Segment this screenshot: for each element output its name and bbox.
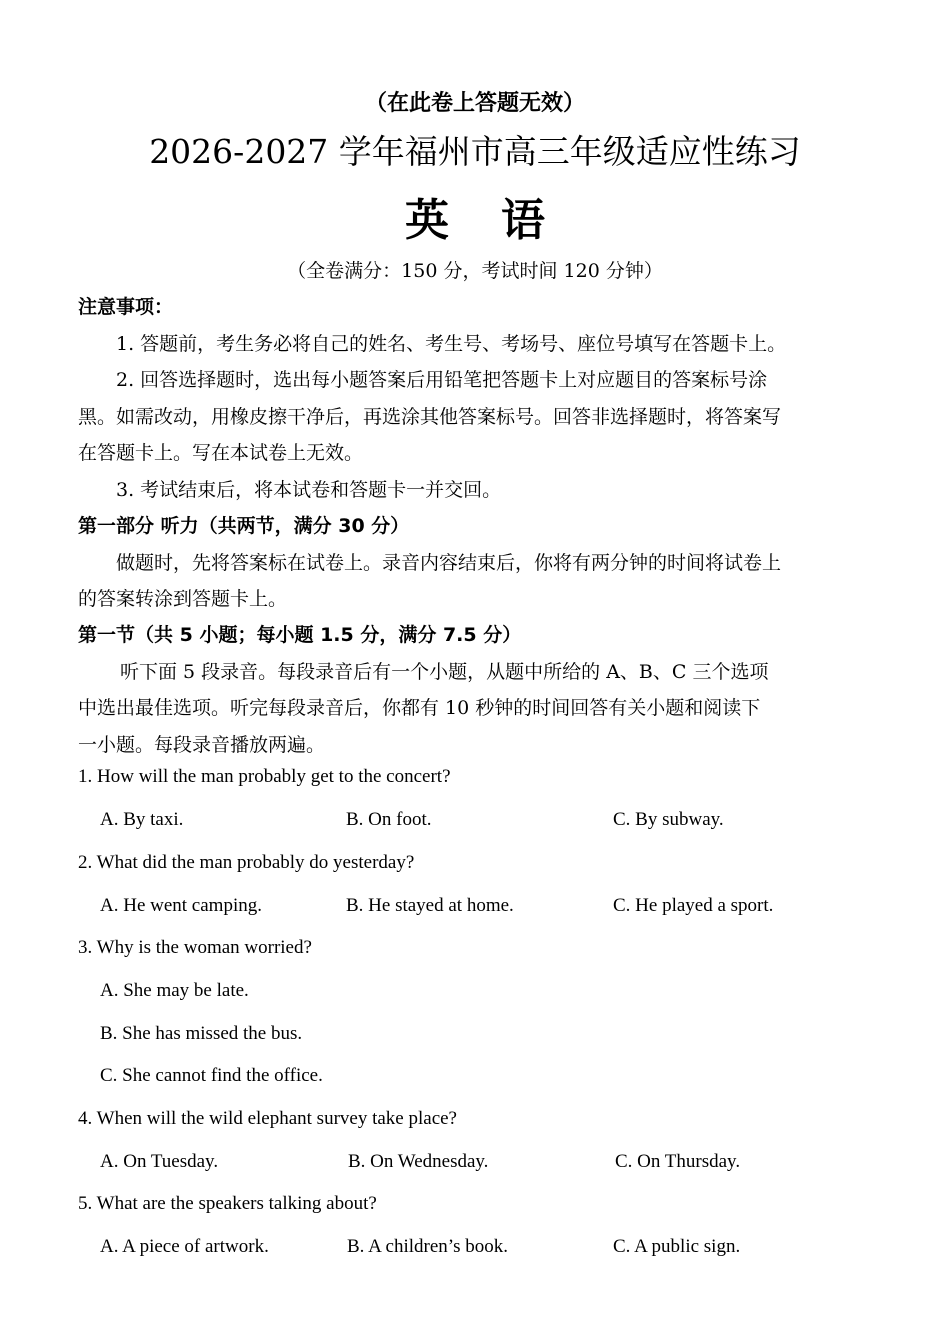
question-2-option-a: A. He went camping. bbox=[100, 895, 262, 916]
question-4-text: 4. When will the wild elephant survey take place? bbox=[78, 1108, 457, 1129]
question-5-option-b: B. A children’s book. bbox=[347, 1236, 508, 1257]
question-5-option-a: A. A piece of artwork. bbox=[100, 1236, 269, 1257]
exam-title: 2026-2027 学年福州市高三年级适应性练习 bbox=[149, 132, 801, 171]
question-2-text: 2. What did the man probably do yesterday? bbox=[78, 852, 415, 873]
section1-intro-line-2: 中选出最佳选项。听完每段录音后，你都有 10 秒钟的时间回答有关小题和阅读下 bbox=[78, 697, 761, 719]
notice-text: （在此卷上答题无效） bbox=[364, 91, 585, 116]
score-info: （全卷满分：150 分，考试时间 120 分钟） bbox=[287, 260, 663, 282]
part1-intro-line-1: 做题时，先将答案标在试卷上。录音内容结束后，你将有两分钟的时间将试卷上 bbox=[116, 552, 782, 574]
question-3-text: 3. Why is the woman worried? bbox=[78, 937, 312, 958]
question-4-option-c: C. On Thursday. bbox=[615, 1151, 741, 1172]
instruction-item-2-line-2: 黑。如需改动，用橡皮擦干净后，再选涂其他答案标号。回答非选择题时，将答案写 bbox=[78, 406, 782, 428]
question-3-option-c: C. She cannot find the office. bbox=[100, 1065, 323, 1086]
question-4-option-a: A. On Tuesday. bbox=[100, 1151, 219, 1172]
instruction-item-1: 1. 答题前，考生务必将自己的姓名、考生号、考场号、座位号填写在答题卡上。 bbox=[116, 333, 787, 355]
instruction-item-2-line-1: 2. 回答选择题时，选出每小题答案后用铅笔把答题卡上对应题目的答案标号涂 bbox=[116, 369, 768, 391]
instruction-item-3: 3. 考试结束后，将本试卷和答题卡一并交回。 bbox=[116, 479, 502, 501]
question-1-text: 1. How will the man probably get to the concert? bbox=[78, 766, 451, 787]
part1-intro-line-2: 的答案转涂到答题卡上。 bbox=[78, 588, 288, 610]
instruction-item-2-line-3: 在答题卡上。写在本试卷上无效。 bbox=[78, 442, 364, 464]
question-1-option-c: C. By subway. bbox=[613, 809, 724, 830]
question-2-option-c: C. He played a sport. bbox=[613, 895, 774, 916]
question-2-option-b: B. He stayed at home. bbox=[346, 895, 514, 916]
question-4-option-b: B. On Wednesday. bbox=[348, 1151, 489, 1172]
instructions-heading: 注意事项： bbox=[78, 296, 174, 318]
section1-heading: 第一节（共 5 小题；每小题 1.5 分，满分 7.5 分） bbox=[78, 624, 522, 646]
question-3-option-a: A. She may be late. bbox=[100, 980, 249, 1001]
subject-title: 英语 bbox=[405, 195, 597, 246]
question-5-text: 5. What are the speakers talking about? bbox=[78, 1193, 377, 1214]
section1-intro-line-3: 一小题。每段录音播放两遍。 bbox=[78, 734, 326, 756]
question-1-option-a: A. By taxi. bbox=[100, 809, 184, 830]
question-5-option-c: C. A public sign. bbox=[613, 1236, 741, 1257]
part1-heading: 第一部分 听力（共两节，满分 30 分） bbox=[78, 515, 410, 537]
section1-intro-line-1: 听下面 5 段录音。每段录音后有一个小题，从题中所给的 A、B、C 三个选项 bbox=[120, 661, 769, 683]
question-3-option-b: B. She has missed the bus. bbox=[100, 1023, 303, 1044]
question-1-option-b: B. On foot. bbox=[346, 809, 432, 830]
